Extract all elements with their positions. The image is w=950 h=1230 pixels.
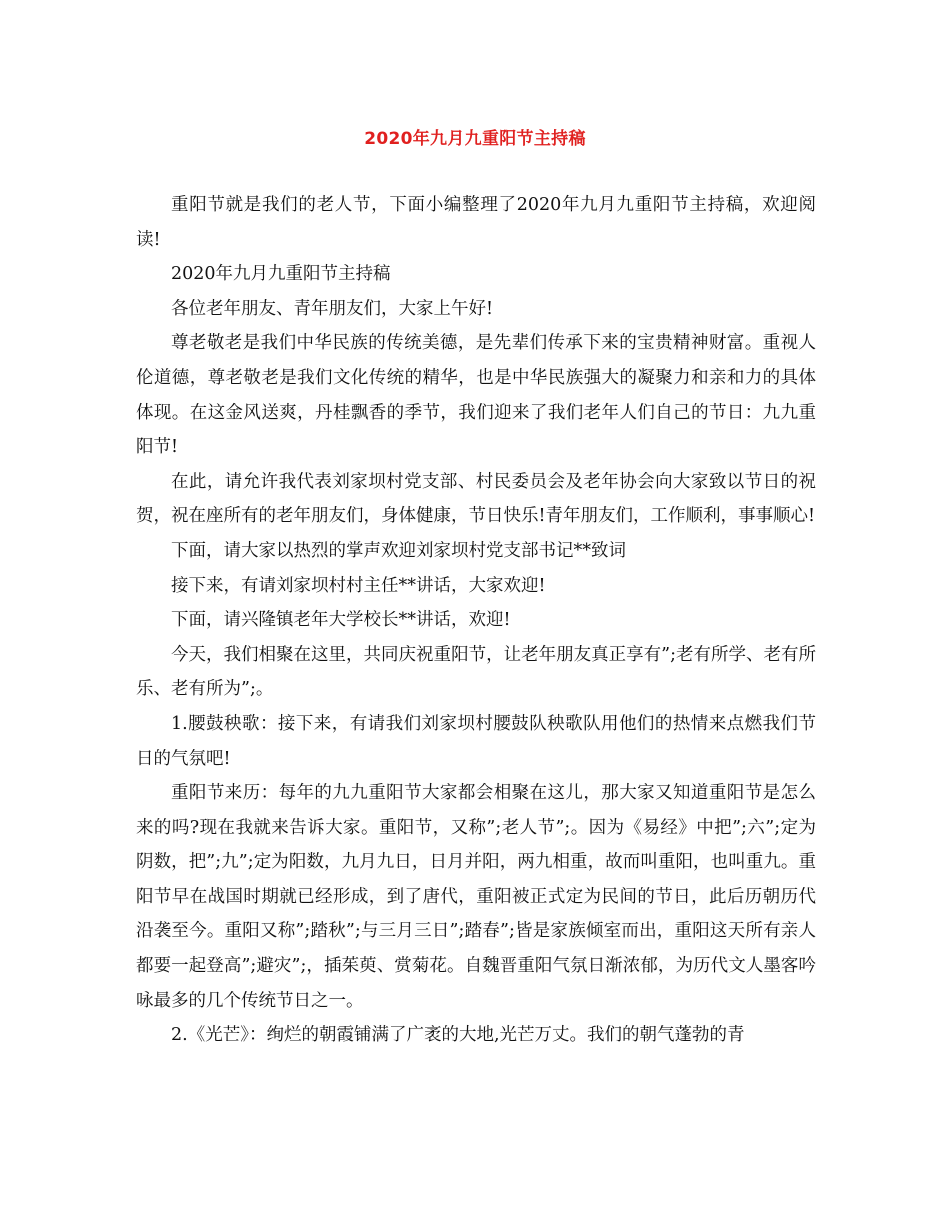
paragraph-subtitle: 2020年九月九重阳节主持稿 <box>171 264 391 285</box>
paragraph-intro: 重阳节就是我们的老人节，下面小编整理了2020年九月九重阳节主持稿，欢迎阅读! <box>136 195 816 250</box>
paragraph-program-2: 2.《光芒》：绚烂的朝霞铺满了广袤的大地,光芒万丈。我们的朝气蓬勃的青 <box>171 1025 745 1046</box>
paragraph-history: 重阳节来历：每年的九九重阳节大家都会相聚在这儿，那大家又知道重阳节是怎么来的吗?现在我就来告诉大家。重阳节，又称”;老人节”;。因为《易经》中把”;六”;定为阴数，把”;九”;定为阳数，九月九日，日月并阳，两九相重，故而叫重阳，也叫重九。重阳节早在战国时期就已经形成，到了唐代，重阳被正式定为民间的节日，此后历朝历代沿袭至今。重阳又称”;踏秋”;与三月三日”;踏春”;皆是家族倾室而出，重阳这天所有亲人都要一起登高”;避灾”;，插茱萸、赏菊花。自魏晋重阳气氛日渐浓郁，为历代文人墨客吟咏最多的几个传统节日之一。 <box>136 783 816 1011</box>
paragraph-principal: 下面，请兴隆镇老年大学校长**讲话，欢迎! <box>171 610 511 631</box>
paragraph-secretary: 下面，请大家以热烈的掌声欢迎刘家坝村党支部书记**致词 <box>171 540 626 561</box>
paragraph-congrats: 在此，请允许我代表刘家坝村党支部、村民委员会及老年协会向大家致以节日的祝贺，祝在座所有的老年朋友们，身体健康，节日快乐!青年朋友们，工作顺利，事事顺心! <box>136 471 816 527</box>
paragraph-greeting: 各位老年朋友、青年朋友们，大家上午好! <box>171 298 494 319</box>
paragraph-program-1: 1.腰鼓秧歌：接下来，有请我们刘家坝村腰鼓队秧歌队用他们的热情来点燃我们节日的气氛吧! <box>136 713 816 769</box>
paragraph-village-head: 接下来，有请刘家坝村村主任**讲话，大家欢迎! <box>171 575 546 596</box>
document-body <box>136 188 816 1053</box>
paragraph-today: 今天，我们相聚在这里，共同庆祝重阳节，让老年朋友真正享有”;老有所学、老有所乐、老有所为”;。 <box>136 644 816 700</box>
paragraph-respect: 尊老敬老是我们中华民族的传统美德，是先辈们传承下来的宝贵精神财富。重视人伦道德，尊老敬老是我们文化传统的精华，也是中华民族强大的凝聚力和亲和力的具体体现。在这金风送爽，丹桂飘香的季节，我们迎来了我们老年人们自己的节日：九九重阳节! <box>136 333 816 458</box>
document-title: 2020年九月九重阳节主持稿 <box>364 129 586 149</box>
